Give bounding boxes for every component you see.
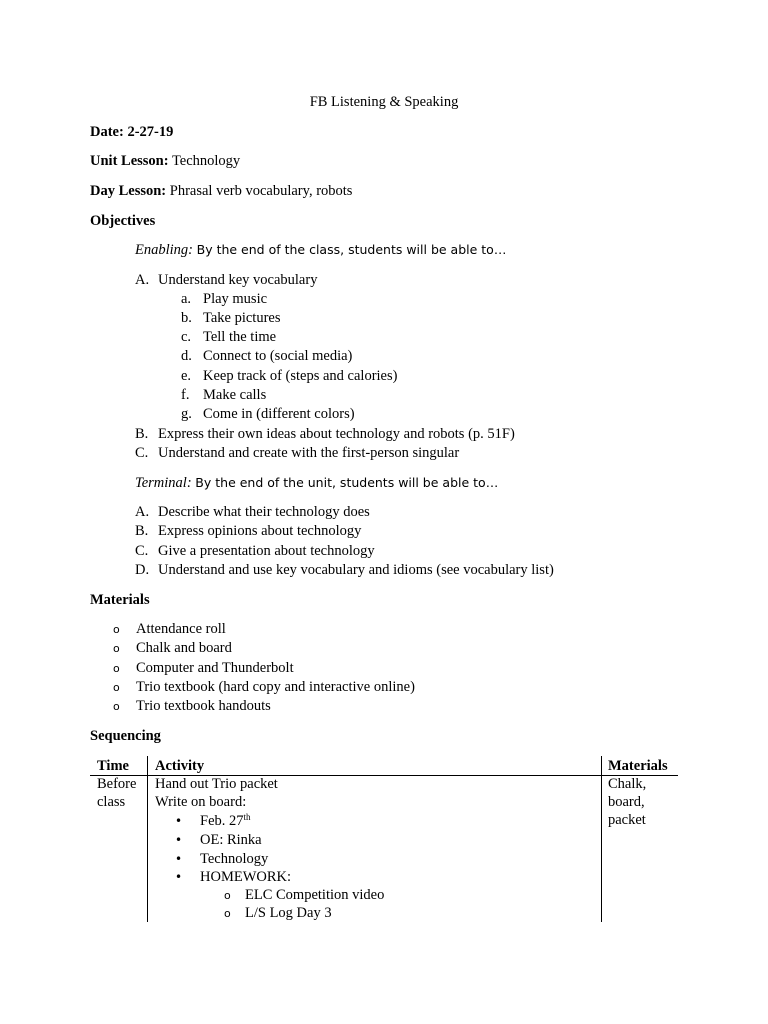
day-lesson-label: Day Lesson: (90, 183, 167, 199)
enabling-label: Enabling: (135, 242, 193, 258)
date-line: Date: 2-27-19 (90, 124, 174, 140)
list-item: • Feb. 27th (175, 812, 251, 829)
list-item: o Computer and Thunderbolt (113, 660, 294, 676)
list-item: g. Come in (different colors) (181, 406, 355, 422)
enabling-line (135, 241, 506, 259)
bullet-icon: • (175, 852, 183, 866)
day-lesson-value: Phrasal verb vocabulary, robots (169, 183, 353, 199)
document-title: FB Listening & Speaking (309, 94, 459, 110)
list-item: o ELC Competition video (224, 887, 385, 903)
bullet-icon: o (113, 623, 120, 636)
terminal-text: By the end of the unit, students will be able to… (195, 475, 499, 490)
list-item: C. Understand and create with the first-person singular (135, 445, 460, 461)
unit-lesson-line (90, 152, 240, 170)
list-item: f. Make calls (181, 387, 267, 403)
list-item: e. Keep track of (steps and calories) (181, 368, 398, 384)
bullet-icon: o (113, 642, 120, 655)
bullet-icon: o (113, 662, 120, 675)
objectives-heading: Objectives (90, 213, 156, 229)
bullet-icon: o (224, 907, 231, 920)
bullet-icon: • (175, 814, 183, 828)
list-item: D. Understand and use key vocabulary and idioms (see vocabulary list) (135, 562, 554, 578)
table-header-time: Time (97, 758, 129, 774)
table-column-rule (601, 756, 602, 922)
list-item: a. Play music (181, 291, 268, 307)
list-item: A. Describe what their technology does (135, 504, 370, 520)
bullet-icon: o (224, 889, 231, 902)
day-lesson-line (90, 182, 352, 200)
materials-heading: Materials (90, 592, 150, 608)
table-cell-time: class (97, 794, 126, 810)
bullet-icon: • (175, 870, 183, 884)
list-item: b. Take pictures (181, 310, 281, 326)
bullet-icon: • (175, 833, 183, 847)
list-item: o L/S Log Day 3 (224, 905, 332, 921)
table-header-activity: Activity (155, 758, 205, 774)
table-cell-time: Before (97, 776, 137, 792)
list-item: o Trio textbook handouts (113, 698, 271, 714)
unit-lesson-value: Technology (171, 153, 241, 169)
unit-lesson-label: Unit Lesson: (90, 153, 169, 169)
list-item: A. Understand key vocabulary (135, 272, 318, 288)
table-cell-materials: board, (608, 794, 645, 810)
table-cell-activity: Hand out Trio packet (155, 776, 278, 792)
list-item: • Technology (175, 851, 269, 867)
list-item: c. Tell the time (181, 329, 277, 345)
sequencing-table (90, 756, 678, 922)
list-item: • HOMEWORK: (175, 869, 292, 885)
table-cell-materials: Chalk, (608, 776, 647, 792)
bullet-icon: o (113, 700, 120, 713)
list-item: d. Connect to (social media) (181, 348, 353, 364)
sequencing-heading: Sequencing (90, 728, 161, 744)
table-header-materials: Materials (608, 758, 668, 774)
list-item: o Attendance roll (113, 621, 226, 637)
list-item: o Chalk and board (113, 640, 232, 656)
list-item: C. Give a presentation about technology (135, 543, 375, 559)
terminal-line (135, 474, 498, 492)
bullet-icon: o (113, 681, 120, 694)
table-cell-activity: Write on board: (155, 794, 247, 810)
table-column-rule (147, 756, 148, 922)
list-item: o Trio textbook (hard copy and interactive online) (113, 679, 415, 695)
enabling-text: By the end of the class, students will be able to… (196, 242, 507, 257)
table-cell-materials: packet (608, 812, 646, 828)
terminal-label: Terminal: (135, 475, 192, 491)
list-item: B. Express their own ideas about technology and robots (p. 51F) (135, 426, 515, 442)
list-item: • OE: Rinka (175, 832, 262, 848)
list-item: B. Express opinions about technology (135, 523, 362, 539)
